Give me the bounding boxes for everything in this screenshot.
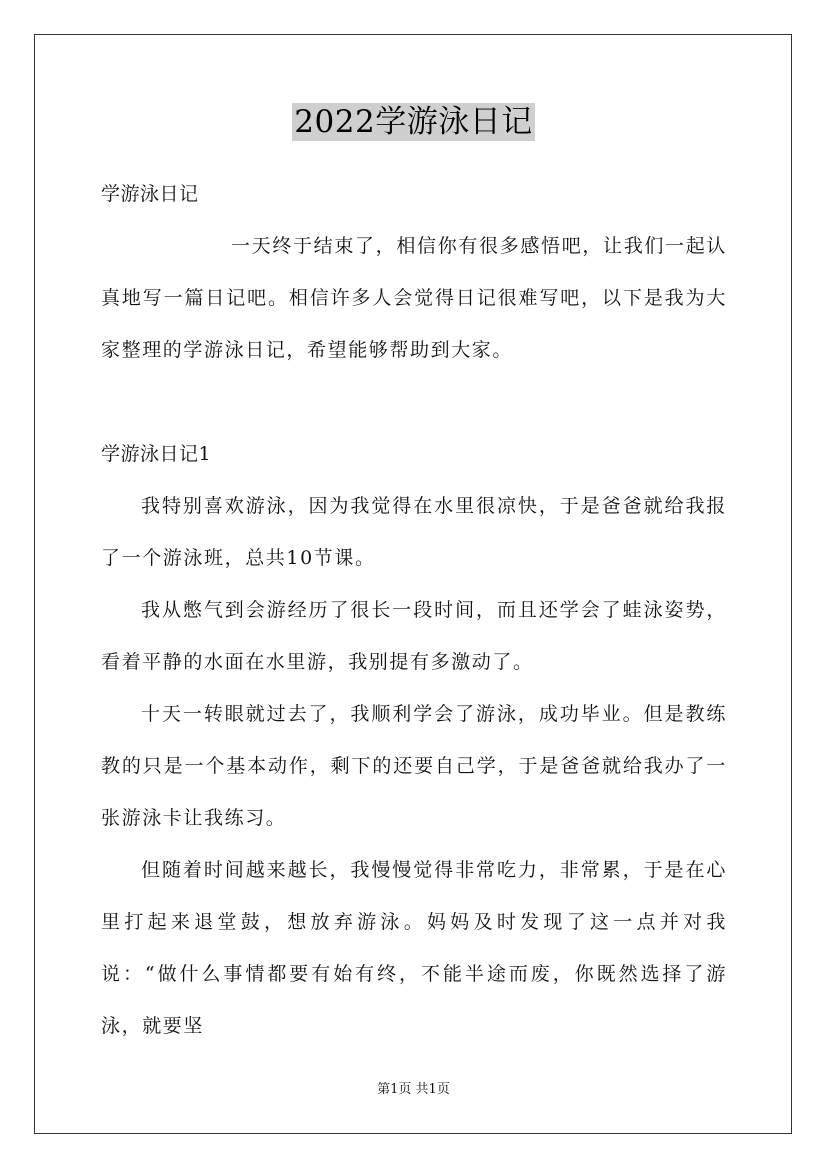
section-heading: 学游泳日记1 xyxy=(101,443,212,465)
blank-line xyxy=(101,376,727,428)
document-body xyxy=(101,168,727,1052)
page-number-label: 第1页 共1页 xyxy=(377,1082,450,1097)
document-title: 2022学游泳日记 xyxy=(294,104,533,140)
body-paragraph-4: 但随着时间越来越长，我慢慢觉得非常吃力，非常累，于是在心里打起来退堂鼓，想放弃游泳。妈妈及时发现了这一点并对我说：“做什么事情都要有始有终，不能半途而废，你既然选择了游泳，就要坚 xyxy=(101,859,727,1037)
body-paragraph-2: 我从憋气到会游经历了很长一段时间，而且还学会了蛙泳姿势，看着平静的水面在水里游，我别提有多激动了。 xyxy=(101,599,727,673)
page-footer xyxy=(0,1080,827,1100)
title-container xyxy=(0,103,827,141)
body-paragraph-3: 十天一转眼就过去了，我顺利学会了游泳，成功毕业。但是教练教的只是一个基本动作，剩下的还要自己学，于是爸爸就给我办了一张游泳卡让我练习。 xyxy=(101,703,727,829)
intro-paragraph: 一天终于结束了，相信你有很多感悟吧，让我们一起认真地写一篇日记吧。相信许多人会觉得日记很难写吧，以下是我为大家整理的学游泳日记，希望能够帮助到大家。 xyxy=(101,235,727,361)
subtitle: 学游泳日记 xyxy=(101,183,199,205)
body-paragraph-1: 我特别喜欢游泳，因为我觉得在水里很凉快，于是爸爸就给我报了一个游泳班，总共10节课。 xyxy=(101,495,727,569)
